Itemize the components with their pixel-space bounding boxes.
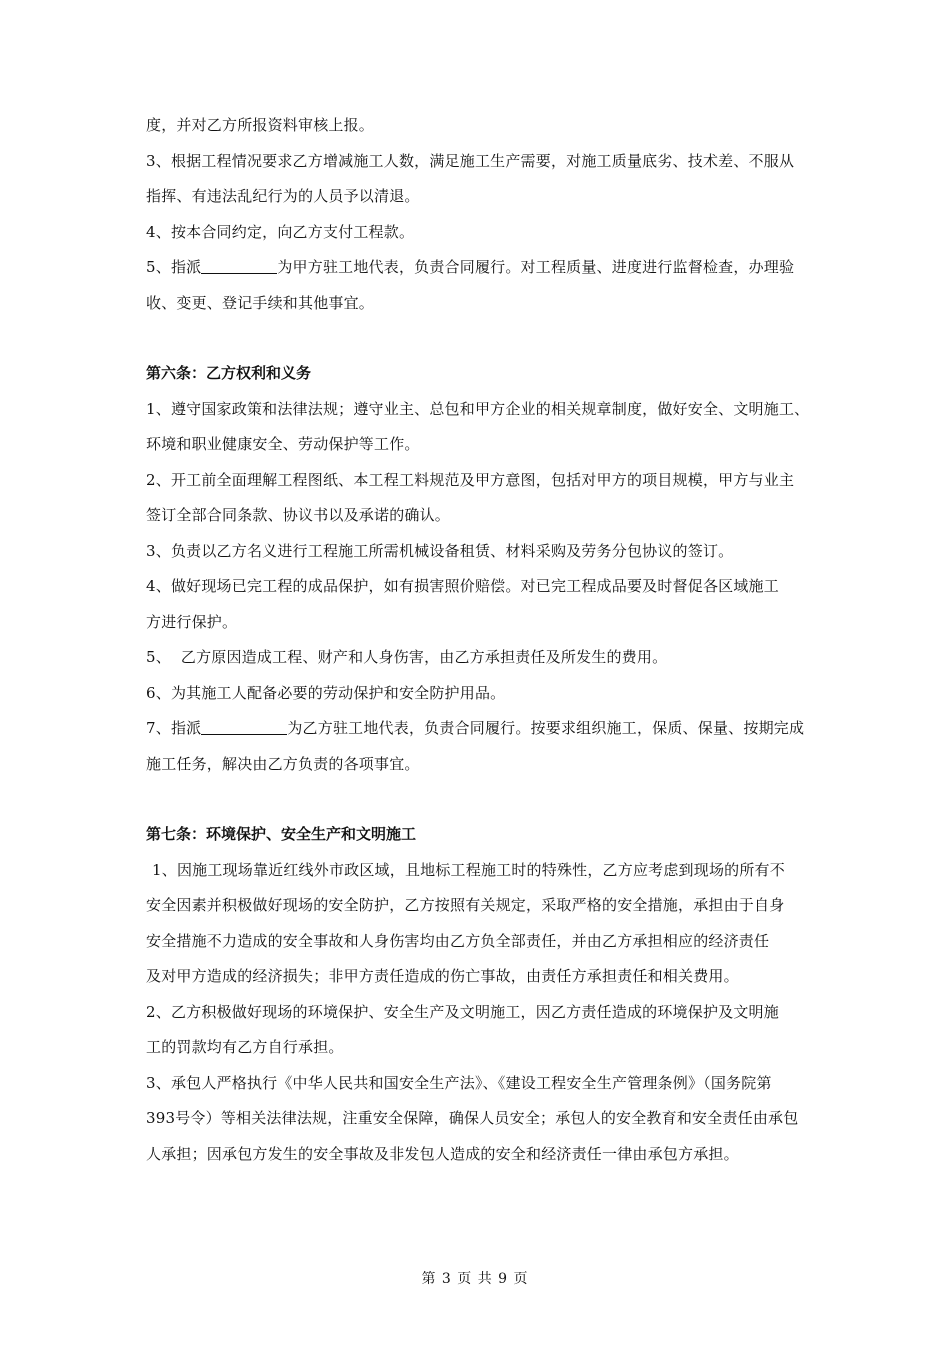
text-line: 393号令）等相关法律法规，注重安全保障，确保人员安全；承包人的安全教育和安全责任由承包 — [146, 1109, 799, 1127]
text-line — [146, 250, 811, 286]
text-line: 工的罚款均有乙方自行承担。 — [146, 1038, 344, 1056]
blank-field[interactable] — [201, 719, 287, 735]
item-prefix: 7、指派 — [146, 719, 202, 737]
text-line: 人承担；因承包方发生的安全事故及非发包人造成的安全和经济责任一律由承包方承担。 — [146, 1144, 739, 1163]
text-line: 2、乙方积极做好现场的环境保护、安全生产及文明施工，因乙方责任造成的环境保护及文明施 — [146, 1002, 779, 1021]
page-number: 第 3 页 共 9 页 — [421, 1271, 529, 1287]
text-line: 1、因施工现场靠近红线外市政区域，且地标工程施工时的特殊性，乙方应考虑到现场的所有不 — [152, 860, 785, 879]
section-gap — [146, 782, 811, 817]
text-line: 3、承包人严格执行《中华人民共和国安全生产法》、《建设工程安全生产管理条例》（国务院第 — [146, 1073, 772, 1092]
text-line — [146, 711, 811, 747]
text-line: 6、为其施工人配备必要的劳动保护和安全防护用品。 — [146, 683, 506, 702]
text-line: 度，并对乙方所报资料审核上报。 — [146, 116, 375, 134]
text-line: 安全措施不力造成的安全事故和人身伤害均由乙方负全部责任，并由乙方承担相应的经济责任 — [146, 931, 770, 950]
text-line: 指挥、有违法乱纪行为的人员予以清退。 — [146, 187, 420, 205]
text-line: 5、 乙方原因造成工程、财产和人身伤害，由乙方承担责任及所发生的费用。 — [146, 648, 668, 666]
text-line: 安全因素并积极做好现场的安全防护，乙方按照有关规定，采取严格的安全措施，承担由于自身 — [146, 896, 785, 914]
section-gap — [146, 321, 811, 356]
section-heading: 第六条：乙方权利和义务 — [146, 364, 312, 382]
text-line: 3、根据工程情况要求乙方增减施工人数，满足施工生产需要，对施工质量底劣、技术差、不服从 — [146, 151, 795, 170]
section-heading: 第七条：环境保护、安全生产和文明施工 — [146, 825, 417, 843]
document-body — [146, 108, 811, 1172]
text-line: 方进行保护。 — [146, 612, 238, 631]
text-line: 签订全部合同条款、协议书以及承诺的确认。 — [146, 506, 451, 524]
item-text: 为甲方驻工地代表，负责合同履行。对工程质量、进度进行监督检查，办理验 — [277, 258, 795, 276]
text-line: 1、遵守国家政策和法律法规；遵守业主、总包和甲方企业的相关规章制度，做好安全、文明施工、 — [146, 399, 810, 418]
text-line: 4、做好现场已完工程的成品保护，如有损害照价赔偿。对已完工程成品要及时督促各区域施工 — [146, 577, 779, 595]
text-line: 4、按本合同约定，向乙方支付工程款。 — [146, 222, 415, 241]
text-line: 及对甲方造成的经济损失；非甲方责任造成的伤亡事故，由责任方承担责任和相关费用。 — [146, 967, 739, 985]
item-prefix: 5、指派 — [146, 258, 202, 276]
item-text: 为乙方驻工地代表，负责合同履行。按要求组织施工，保质、保量、按期完成 — [287, 719, 805, 737]
blank-field[interactable] — [201, 258, 277, 274]
text-line: 3、负责以乙方名义进行工程施工所需机械设备租赁、材料采购及劳务分包协议的签订。 — [146, 541, 734, 560]
text-line: 2、开工前全面理解工程图纸、本工程工料规范及甲方意图，包括对甲方的项目规模，甲方与业主 — [146, 470, 795, 489]
text-line: 环境和职业健康安全、劳动保护等工作。 — [146, 435, 420, 453]
text-line: 收、变更、登记手续和其他事宜。 — [146, 293, 375, 312]
text-line: 施工任务，解决由乙方负责的各项事宜。 — [146, 754, 420, 773]
